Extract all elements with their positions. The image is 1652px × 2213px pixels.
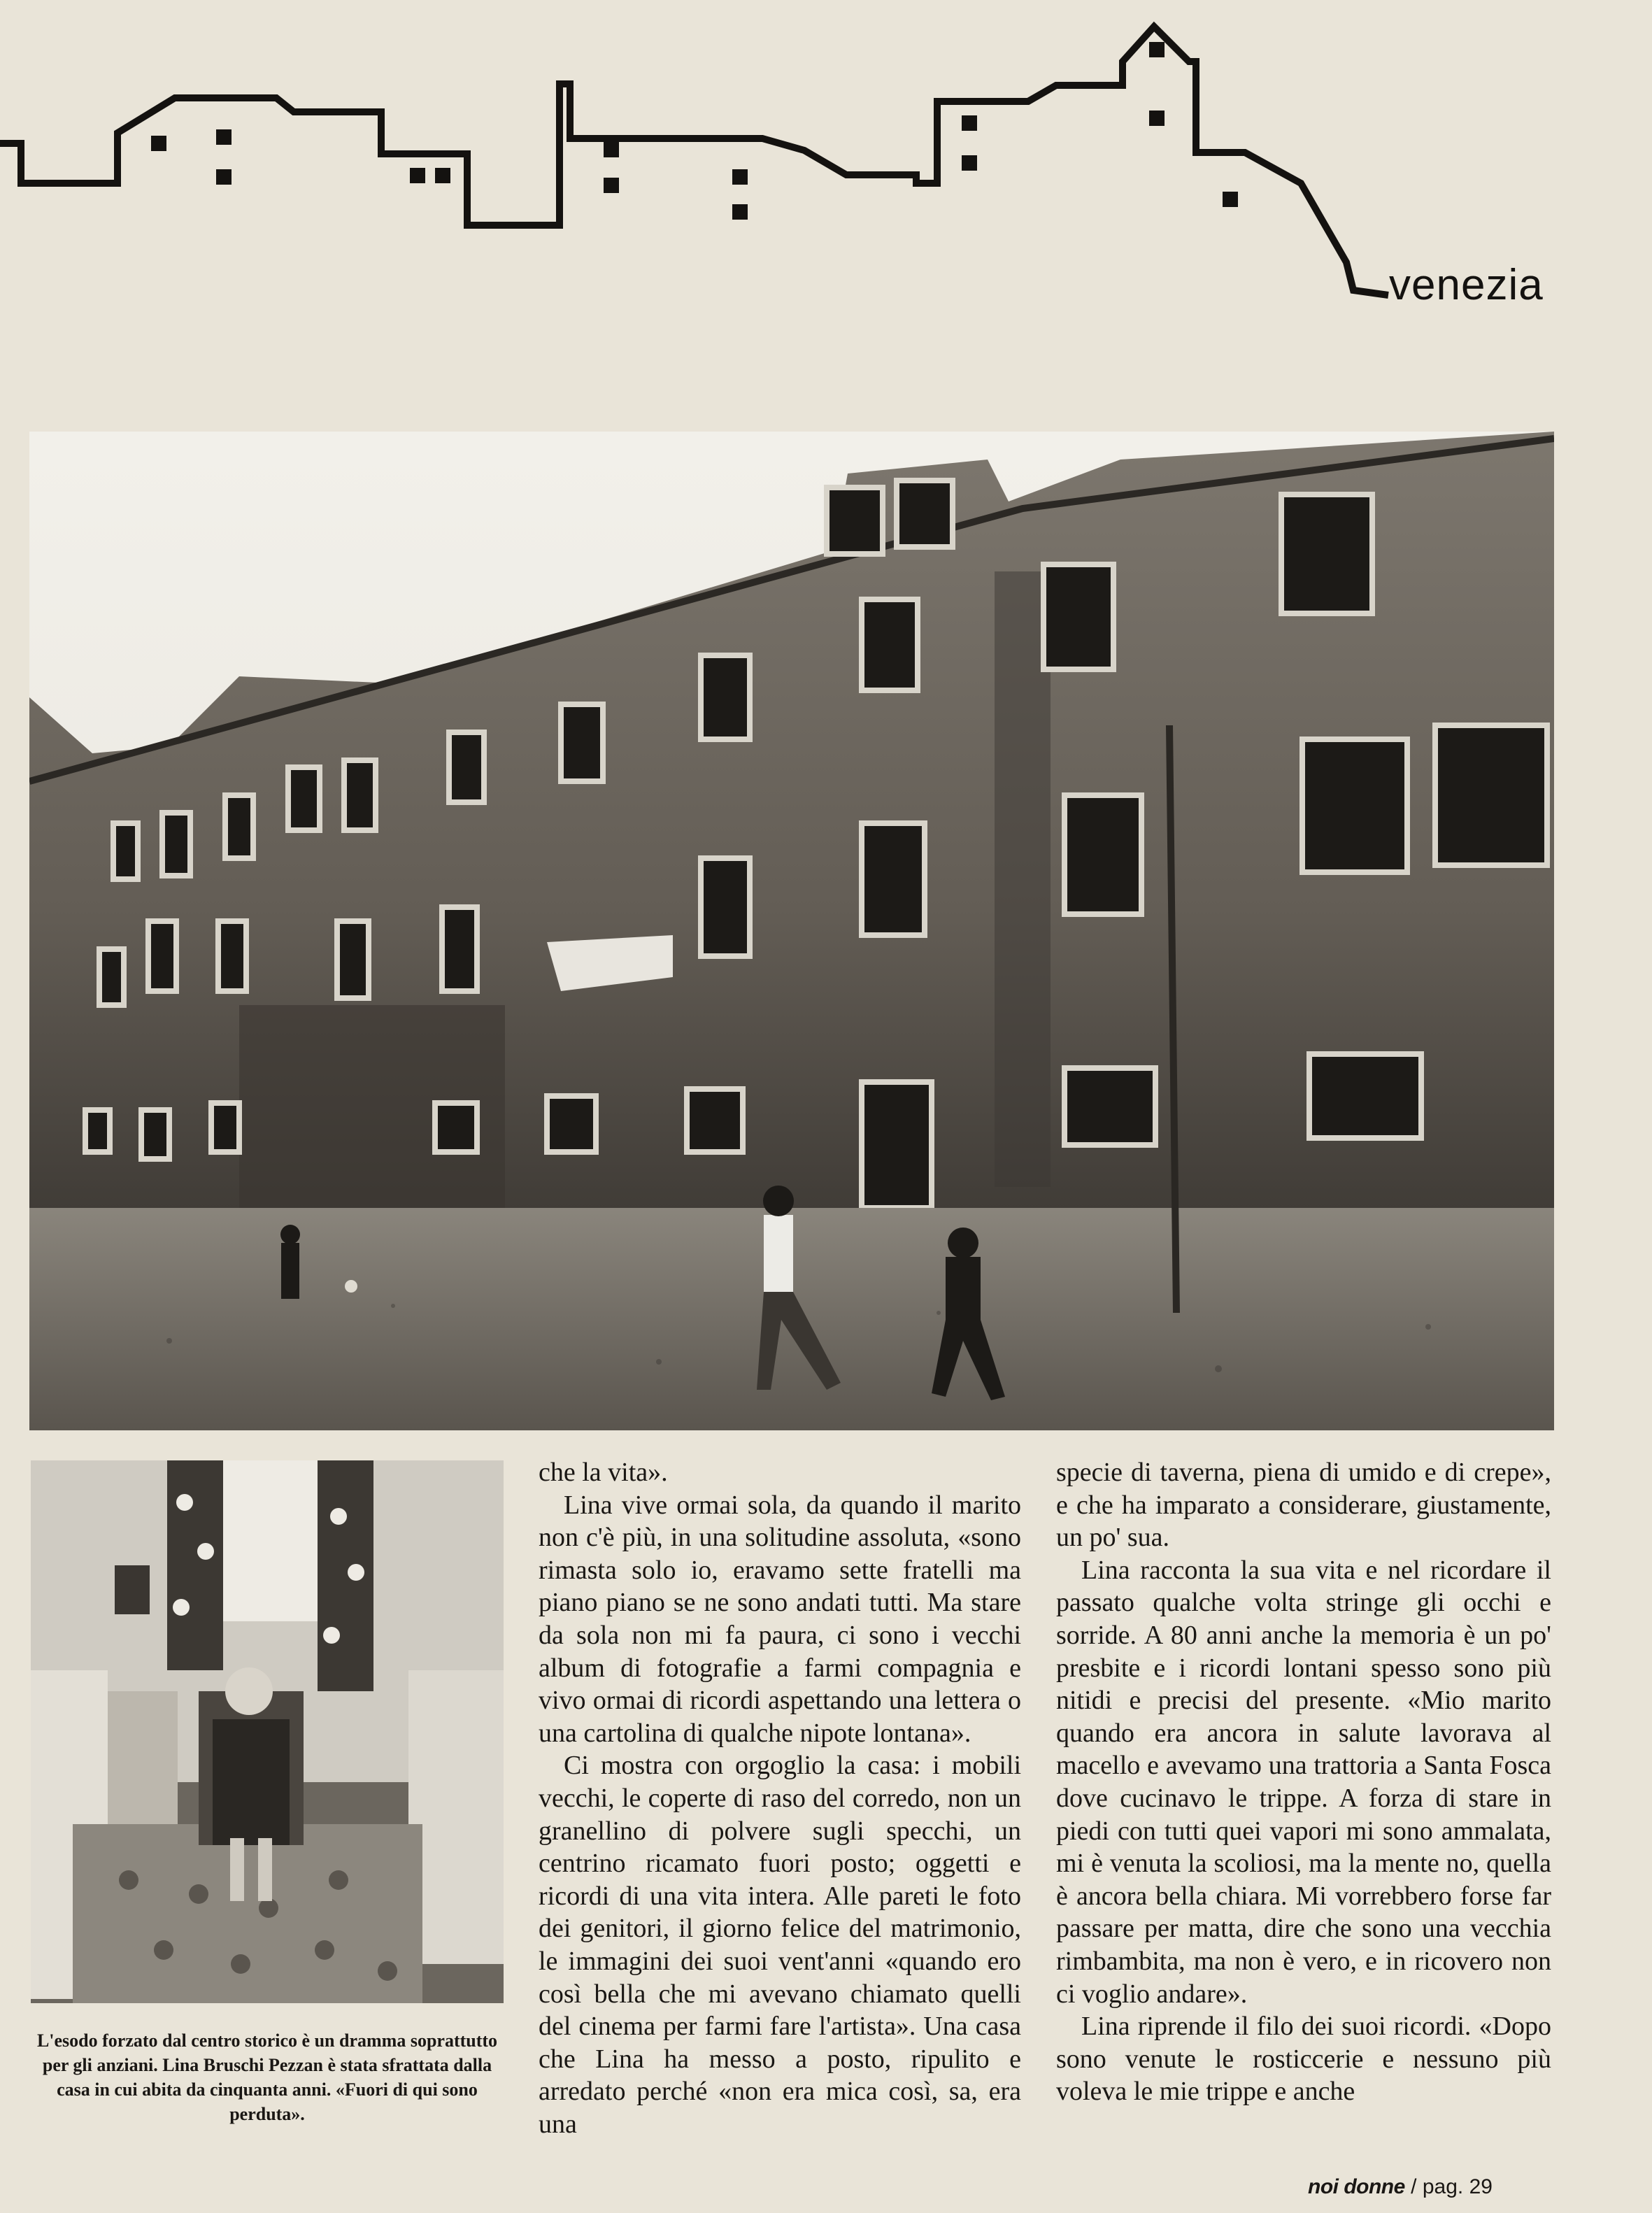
footer-separator: / xyxy=(1411,2175,1417,2198)
paragraph: che la vita». xyxy=(539,1458,668,1487)
paragraph: specie di taverna, piena di umido e di crepe», e che ha imparato a considerare, giustamente, un po' sua. xyxy=(1056,1458,1551,1553)
window-mark xyxy=(604,142,619,157)
article-column-1 xyxy=(539,1456,1021,2140)
window-mark xyxy=(1149,111,1165,126)
window-mark xyxy=(732,169,748,185)
paragraph: Ci mostra con orgoglio la casa: i mobili vecchi, le coperte di raso del corredo, non un granellino di polvere sugli specchi, un centrino ricamato fuori posto; oggetti e ricordi di una vita intera. Alle pareti le foto dei genitori, il giorno felice del matrimonio, le immagini dei suoi vent'anni «quando ero così bella che mi avevano chiamato quelli del cinema per farmi fare l'artista». Una casa che Lina ha messo a posto, ripulito e arredato perché «non era mica così, sa, era una xyxy=(539,1751,1021,2139)
section-label: venezia xyxy=(1389,261,1544,309)
window-mark xyxy=(962,115,977,131)
paragraph: Lina racconta la sua vita e nel ricordare il passato qualche volta stringe gli occhi e sorride. A 80 anni anche la memoria è un po' presbite e i ricordi lontani spesso sono più nitidi e precisi del presente. «Mio marito quando era ancora in salute lavorava al macello e avevamo una trattoria a Santa Fosca dove cucinavo le trippe. A forza di stare in piedi con tutti quei vapori mi sono ammalata, mi è venuta la scoliosi, ma la mente no, quella è ancora bella chiara. Mi vorrebbero forse far passare per matta, dire che sono una vecchia rimbambita, ma non è vero, e in ricovero non ci voglio andare». xyxy=(1056,1555,1551,2009)
window-mark xyxy=(1223,192,1238,207)
window-mark xyxy=(1149,42,1165,57)
publication-name: noi donne xyxy=(1308,2175,1405,2198)
window-mark xyxy=(410,168,425,183)
paragraph: Lina vive ormai sola, da quando il marito non c'è più, in una solitudine assoluta, «sono rimasta solo io, eravamo sette fratelli ma piano piano se ne sono andati tutti. Ma stare da sola non mi fa paura, ci sono i vecchi album di fotografie a farmi compagnia e vivo ormai di ricordi aspettando una lettera o una cartolina di qualche nipote lontana». xyxy=(539,1490,1021,1748)
window-mark xyxy=(604,178,619,193)
window-mark xyxy=(435,168,450,183)
photo-caption: L'esodo forzato dal centro storico è un dramma soprattutto per gli anziani. Lina Bruschi Pezzan è stata sfrattata dalla casa in cui abita da cinquanta anni. «Fuori di qui sono perduta». xyxy=(36,2030,498,2124)
page-number: pag. 29 xyxy=(1422,2175,1493,2198)
paragraph: Lina riprende il filo dei suoi ricordi. «Dopo sono venute le rosticcerie e nessuno più voleva le mie trippe e anche xyxy=(1056,2012,1551,2107)
window-mark xyxy=(732,204,748,220)
inset-photo xyxy=(31,1460,504,2003)
window-mark xyxy=(216,169,232,185)
window-mark xyxy=(151,136,166,151)
main-photo xyxy=(29,432,1554,1430)
article-column-2 xyxy=(1056,1456,1551,2108)
window-mark xyxy=(962,155,977,171)
page-footer xyxy=(1308,2175,1493,2199)
window-mark xyxy=(216,129,232,145)
